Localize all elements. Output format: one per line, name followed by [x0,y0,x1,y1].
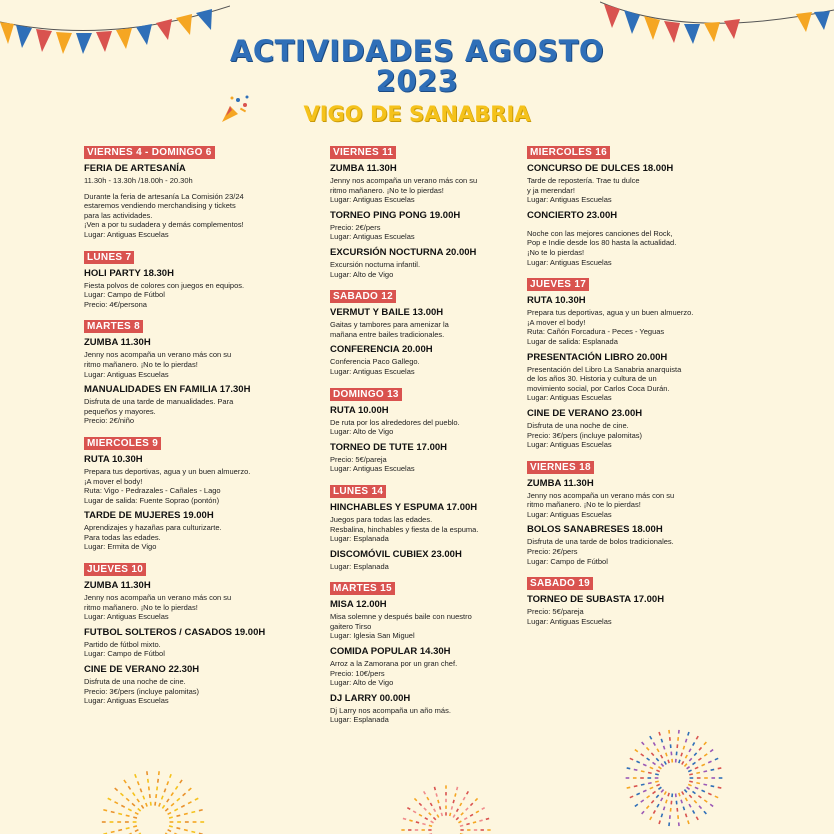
column-3 [527,140,727,631]
event-detail: ritmo mañanero. ¡No te lo pierdas! [84,359,198,369]
event-detail: Dj Larry nos acompaña un año más. [330,705,451,715]
event-detail: ritmo mañanero. ¡No te lo pierdas! [527,500,641,510]
event-detail: Lugar de salida: Esplanada [527,336,618,346]
event-detail: Precio: 2€/pers [330,222,381,232]
event-item [330,549,500,572]
event-detail: Lugar: Antiguas Escuelas [527,393,612,403]
event-detail: Misa solemne y después baile con nuestro [330,612,472,622]
event-detail: Gaitas y tambores para amenizar la [330,320,449,330]
day-badge: SABADO 19 [527,577,593,590]
event-detail: ritmo mañanero. ¡No te lo pierdas! [330,185,444,195]
event-detail: Lugar: Esplanada [330,715,389,725]
event-item [527,163,727,205]
day-badge: MARTES 8 [84,320,143,333]
event-item [330,247,500,279]
event-item [527,210,727,267]
event-detail: Lugar: Antiguas Escuelas [330,464,415,474]
event-title: TORNEO PING PONG 19.00H [330,209,461,221]
header [0,36,834,126]
event-item [527,295,727,346]
event-detail: Precio: 5€/pareja [527,607,584,617]
event-item [527,594,727,626]
event-detail: Lugar: Esplanada [330,534,389,544]
event-title: DISCOMÓVIL CUBIEX 23.00H [330,548,462,560]
event-detail: Excursión nocturna infantil. [330,259,421,269]
event-title: COMIDA POPULAR 14.30H [330,646,451,658]
column-2 [330,140,500,730]
event-detail: Tarde de repostería. Trae tu dulce [527,176,640,185]
event-item [527,524,727,566]
event-detail: Resbalina, hinchables y fiesta de la espuma. [330,524,479,534]
event-detail: Fiesta polvos de colores con juegos en equipos. [84,280,245,290]
event-item [330,307,500,339]
day-badge: SABADO 12 [330,290,396,303]
firework-icon [618,722,730,834]
day-badge: JUEVES 10 [84,563,146,576]
event-detail: Jenny nos acompaña un verano más con su [84,350,232,360]
event-item [527,478,727,520]
event-title: TORNEO DE TUTE 17.00H [330,441,448,453]
event-detail: Precio: 3€/pers (incluye palomitas) [84,686,200,696]
event-detail: Conferencia Paco Gallego. [330,357,420,367]
event-detail: Durante la feria de artesanía La Comisión 23/24 [84,191,244,201]
event-item [330,210,500,242]
day-section [84,314,284,426]
event-detail: Lugar: Antiguas Escuelas [84,612,169,622]
event-title: TARDE DE MUJERES 19.00H [84,510,214,522]
page-subtitle: VIGO DE SANABRIA [303,102,531,126]
event-title: ZUMBA 11.30H [84,337,151,349]
event-detail: ¡Ven a por tu sudadera y demás complementos! [84,220,244,230]
event-title: CONFERENCIA 20.00H [330,344,433,356]
event-item [330,405,500,437]
event-detail: para las actividades. [84,210,153,220]
event-detail: Prepara tus deportivas, agua y un buen almuerzo. [84,466,251,476]
day-section [330,140,500,279]
day-section [330,576,500,725]
event-title: PRESENTACIÓN LIBRO 20.00H [527,351,668,363]
event-detail: Disfruta de una noche de cine. [84,677,186,687]
event-title: MISA 12.00H [330,599,387,611]
event-item [84,510,284,552]
day-section [84,557,284,706]
event-detail: Partido de fútbol mixto. [84,639,161,649]
event-detail: Lugar: Antiguas Escuelas [527,509,612,519]
event-detail: Lugar de salida: Fuente Soprao (pontón) [84,495,220,505]
event-title: ZUMBA 11.30H [84,580,151,592]
event-item [84,664,284,706]
event-item [330,442,500,474]
event-title: VERMUT Y BAILE 13.00H [330,307,444,319]
event-detail: Precio: 2€/pers [527,547,578,557]
event-detail: y ja merendar! [527,185,575,195]
event-detail: Noche con las mejores canciones del Rock, [527,228,673,238]
event-item [330,599,500,641]
event-title: CONCIERTO 23.00H [527,209,618,221]
event-detail: Lugar: Antiguas Escuelas [84,229,169,239]
event-detail: Lugar: Alto de Vigo [330,678,394,688]
event-detail: Disfruta de una noche de cine. [527,420,629,430]
event-detail: gaitero Tirso [330,621,372,631]
event-detail: Lugar: Campo de Fútbol [527,556,608,566]
day-section [84,245,284,310]
day-badge: LUNES 7 [84,251,134,264]
event-detail: Lugar: Antiguas Escuelas [527,440,612,450]
event-detail: ritmo mañanero. ¡No te lo pierdas! [84,602,198,612]
event-detail: Lugar: Campo de Fútbol [84,290,165,300]
event-detail: Precio: 4€/persona [84,299,147,309]
event-detail: Precio: 5€/pareja [330,454,387,464]
event-detail: Lugar: Antiguas Escuelas [527,257,612,267]
event-detail: Precio: 10€/pers [330,668,385,678]
event-detail: Para todas las edades. [84,532,161,542]
day-section [84,140,284,240]
event-title: TORNEO DE SUBASTA 17.00H [527,594,665,606]
event-item [84,163,284,240]
event-title: ZUMBA 11.30H [330,163,397,174]
event-title: HINCHABLES Y ESPUMA 17.00H [330,501,478,513]
event-item [330,502,500,544]
day-section [84,431,284,552]
day-section [527,272,727,450]
event-detail: Lugar: Campo de Fútbol [84,649,165,659]
event-item [84,337,284,379]
event-detail: Jenny nos acompaña un verano más con su [527,490,675,500]
event-detail: Aprendizajes y hazañas para culturizarte. [84,523,222,533]
event-title: HOLI PARTY 18.30H [84,267,174,279]
event-detail: Juegos para todas las edades. [330,514,433,524]
firework-icon [88,752,218,834]
day-section [527,140,727,267]
event-item [84,384,284,426]
column-1 [84,140,284,711]
event-item [84,627,284,659]
event-detail: Lugar: Antiguas Escuelas [330,366,415,376]
event-detail: Jenny nos acompaña un verano más con su [330,176,478,185]
event-item [527,408,727,450]
event-title: EXCURSIÓN NOCTURNA 20.00H [330,246,477,258]
event-title: DJ LARRY 00.00H [330,692,411,704]
day-section [330,284,500,376]
event-detail: movimiento social, por Carlos Coca Durán. [527,383,670,393]
event-item [84,268,284,310]
event-detail: Lugar: Antiguas Escuelas [527,616,612,626]
event-item [330,344,500,376]
firework-icon [396,768,496,834]
event-item [330,163,500,205]
event-detail: pequeños y mayores. [84,406,156,416]
event-title: BOLOS SANABRESES 18.00H [527,524,663,536]
event-detail: Lugar: Antiguas Escuelas [527,195,612,205]
event-detail: Lugar: Antiguas Escuelas [84,369,169,379]
event-title: RUTA 10.30H [527,295,586,307]
event-detail: ¡No te lo pierdas! [527,247,585,257]
event-item [330,693,500,725]
event-detail: ¡A mover el body! [527,317,586,327]
event-detail: de los años 30. Historia y cultura de un [527,374,657,384]
day-badge: VIERNES 4 - DOMINGO 6 [84,146,215,159]
event-title: CONCURSO DE DULCES 18.00H [527,163,674,174]
day-badge: MIERCOLES 16 [527,146,610,159]
event-detail: Lugar: Antiguas Escuelas [84,696,169,706]
event-item [84,580,284,622]
event-detail: Precio: 3€/pers (incluye palomitas) [527,430,643,440]
event-detail: Arroz a la Zamorana por un gran chef. [330,659,458,669]
event-detail: ¡A mover el body! [84,476,143,486]
event-detail: estaremos vendiendo merchandising y tickets [84,201,236,211]
day-section [330,479,500,571]
event-title: MANUALIDADES EN FAMILIA 17.30H [84,384,251,396]
event-detail: Ruta: Vigo - Pedrazales - Cañales - Lago [84,486,221,496]
day-badge: JUEVES 17 [527,278,589,291]
event-detail: Lugar: Ermita de Vigo [84,542,157,552]
day-badge: LUNES 14 [330,485,386,498]
event-title: CINE DE VERANO 22.30H [84,664,200,676]
day-section [527,455,727,567]
event-item [330,646,500,688]
event-detail: Lugar: Esplanada [330,561,389,571]
event-item [84,454,284,505]
event-detail: Prepara tus deportivas, agua y un buen almuerzo. [527,308,694,318]
event-detail: Precio: 2€/niño [84,416,135,426]
page-title-year: 2023 [375,64,459,98]
event-detail: mañana entre bailes tradicionales. [330,329,445,339]
day-badge: VIERNES 11 [330,146,396,159]
event-title: FUTBOL SOLTEROS / CASADOS 19.00H [84,626,266,638]
event-detail: Disfruta de una tarde de manualidades. Para [84,397,234,407]
day-badge: DOMINGO 13 [330,388,402,401]
event-detail: Lugar: Iglesia San Miguel [330,631,415,641]
event-title: FERIA DE ARTESANÍA [84,163,186,174]
day-badge: MARTES 15 [330,582,395,595]
event-title: ZUMBA 11.30H [527,477,594,489]
event-item [527,352,727,403]
event-detail: Lugar: Alto de Vigo [330,427,394,437]
event-detail: Lugar: Antiguas Escuelas [330,195,415,205]
day-badge: VIERNES 18 [527,461,594,474]
day-section [330,382,500,474]
event-detail: Disfruta de una tarde de bolos tradicionales. [527,537,674,547]
event-title: CINE DE VERANO 23.00H [527,407,643,419]
event-detail: Lugar: Antiguas Escuelas [330,232,415,242]
event-detail: Lugar: Alto de Vigo [330,269,394,279]
event-detail: Presentación del Libro La Sanabria anarquista [527,364,682,374]
event-detail: Pop e Indie desde los 80 hasta la actualidad. [527,238,677,248]
event-detail: Jenny nos acompaña un verano más con su [84,593,232,603]
event-detail: De ruta por los alrededores del pueblo. [330,417,460,427]
event-detail: Ruta: Cañón Forcadura - Peces - Yeguas [527,327,665,337]
event-title: RUTA 10.00H [330,404,389,416]
event-detail: 11.30h - 13.30h /18.00h - 20.30h [84,176,193,185]
day-section [527,571,727,626]
event-title: RUTA 10.30H [84,453,143,465]
page-title: ACTIVIDADES AGOSTO [229,34,605,68]
day-badge: MIERCOLES 9 [84,437,161,450]
